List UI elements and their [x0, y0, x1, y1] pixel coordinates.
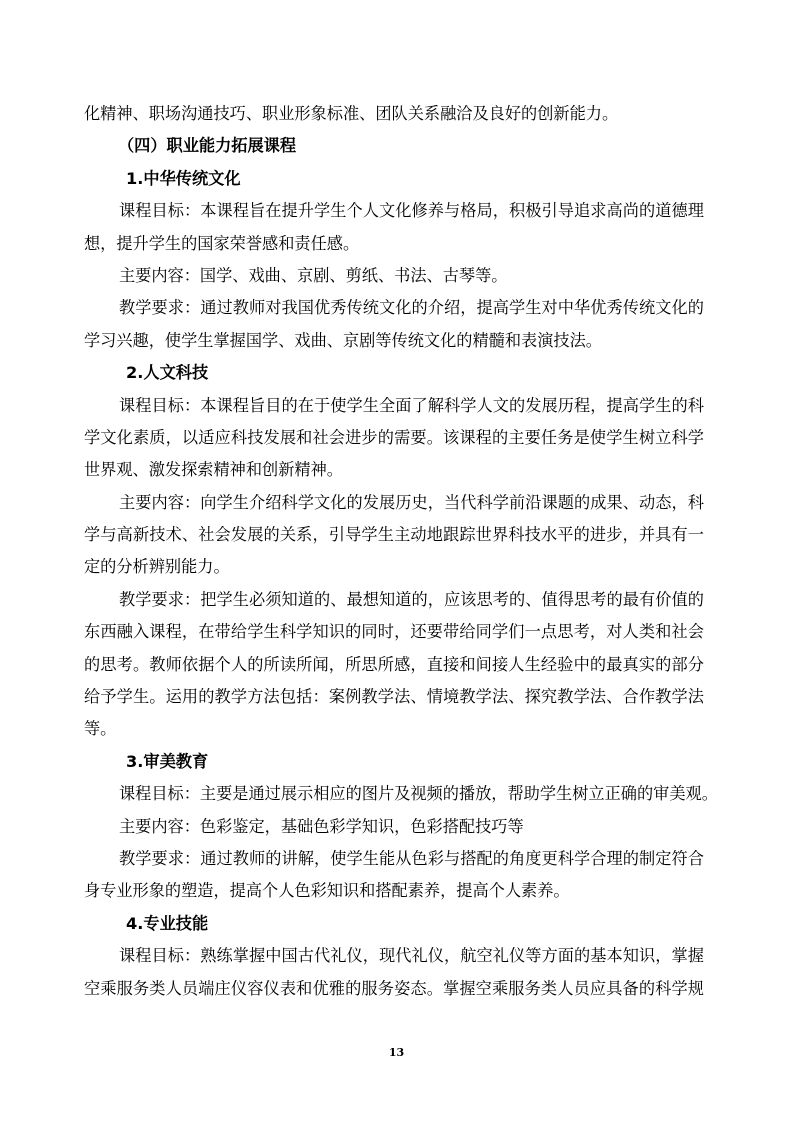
- paragraph: [84, 778, 718, 810]
- text-line: 教学要求：通过教师的讲解，使学生能从色彩与搭配的角度更科学合理的制定符合: [119, 848, 704, 868]
- paragraph: [84, 260, 704, 292]
- paragraph: [84, 98, 704, 130]
- section-heading: （四）职业能力拓展课程: [118, 136, 297, 156]
- text-line: 课程目标：主要是通过展示相应的图片及视频的播放，帮助学生树立正确的审美观。: [119, 784, 718, 804]
- document-page: [84, 98, 718, 1005]
- paragraph: [84, 292, 704, 357]
- text-line: 等。: [84, 719, 117, 739]
- text-line: 课程目标：本课程旨在提升学生个人文化修养与格局，积极引导追求高尚的道德理: [119, 201, 704, 221]
- text-line: 化精神、职场沟通技巧、职业形象标准、团队关系融洽及良好的创新能力。: [84, 104, 619, 123]
- text-line: 教学要求：把学生必须知道的、最想知道的，应该思考的、值得思考的最有价值的: [119, 589, 704, 609]
- text-line: 主要内容：国学、戏曲、京剧、剪纸、书法、古琴等。: [119, 265, 508, 285]
- text-line: 身专业形象的塑造，提高个人色彩知识和搭配素养，提高个人素养。: [84, 881, 570, 901]
- text-line: 主要内容：色彩鉴定，基础色彩学知识，色彩搭配技巧等: [119, 816, 524, 836]
- text-line: 课程目标：熟练掌握中国古代礼仪，现代礼仪，航空礼仪等方面的基本知识，掌握: [119, 946, 704, 966]
- paragraph: [84, 195, 704, 260]
- paragraph: [84, 811, 704, 843]
- text-line: 主要内容：向学生介绍科学文化的发展历史，当代科学前沿课题的成果、动态，科: [119, 492, 704, 512]
- text-line: 学习兴趣，使学生掌握国学、戏曲、京剧等传统文化的精髓和表演技法。: [84, 330, 602, 350]
- text-line: 想，提升学生的国家荣誉感和责任感。: [84, 233, 360, 253]
- subsection-heading: 4.专业技能: [126, 913, 209, 933]
- subsection-heading: 1.中华传统文化: [126, 168, 241, 188]
- paragraph: [84, 843, 704, 908]
- text-line: 东西融入课程，在带给学生科学知识的同时，还要带给同学们一点思考，对人类和社会: [84, 622, 704, 642]
- text-line: 给予学生。运用的教学方法包括：案例教学法、情境教学法、探究教学法、合作教学法: [84, 687, 704, 707]
- subsection-heading: 2.人文科技: [126, 363, 209, 383]
- text-line: 课程目标：本课程旨目的在于使学生全面了解科学人文的发展历程，提高学生的科: [119, 395, 704, 415]
- text-line: 教学要求：通过教师对我国优秀传统文化的介绍，提高学生对中华优秀传统文化的: [119, 298, 704, 318]
- paragraph: [84, 390, 704, 487]
- text-line: 空乘服务类人员端庄仪容仪表和优雅的服务姿态。掌握空乘服务类人员应具备的科学规: [84, 978, 704, 998]
- text-line: 世界观、激发探索精神和创新精神。: [84, 460, 343, 480]
- paragraph: [84, 940, 704, 1005]
- page-number: 13: [388, 1046, 405, 1059]
- subsection-heading: 3.审美教育: [126, 751, 209, 771]
- text-line: 的思考。教师依据个人的所读所闻，所思所感，直接和间接人生经验中的最真实的部分: [84, 654, 704, 674]
- paragraph: [84, 487, 704, 584]
- text-line: 定的分析辨别能力。: [84, 557, 230, 577]
- text-line: 学文化素质，以适应科技发展和社会进步的需要。该课程的主要任务是使学生树立科学: [84, 427, 704, 447]
- text-line: 学与高新技术、社会发展的关系，引导学生主动地跟踪世界科技水平的进步，并具有一: [84, 525, 704, 545]
- paragraph: [84, 584, 704, 746]
